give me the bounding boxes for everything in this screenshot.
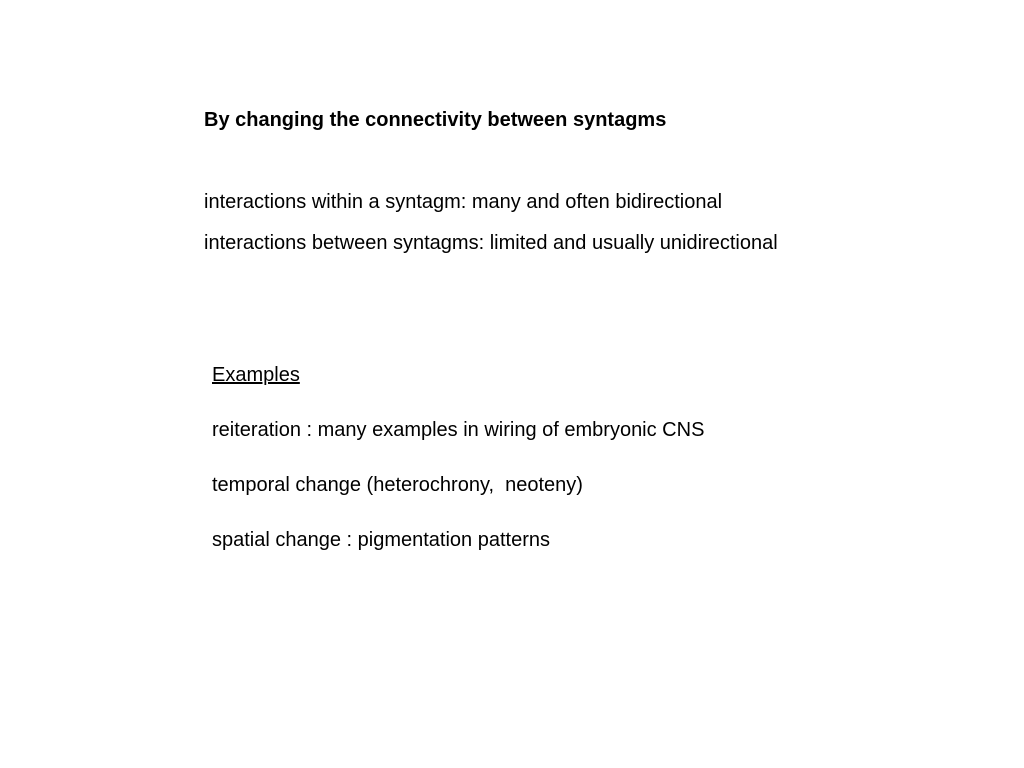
example-temporal-change: temporal change (heterochrony, neoteny) [212, 474, 583, 496]
interaction-between-syntagms-text: interactions between syntagms: limited and usually unidirectional [204, 232, 778, 254]
slide-title: By changing the connectivity between syntagms [204, 109, 667, 131]
examples-heading: Examples [212, 364, 300, 386]
example-spatial-change: spatial change : pigmentation patterns [212, 529, 550, 551]
example-reiteration: reiteration : many examples in wiring of embryonic CNS [212, 419, 705, 441]
interaction-within-syntagm-text: interactions within a syntagm: many and often bidirectional [204, 191, 723, 213]
